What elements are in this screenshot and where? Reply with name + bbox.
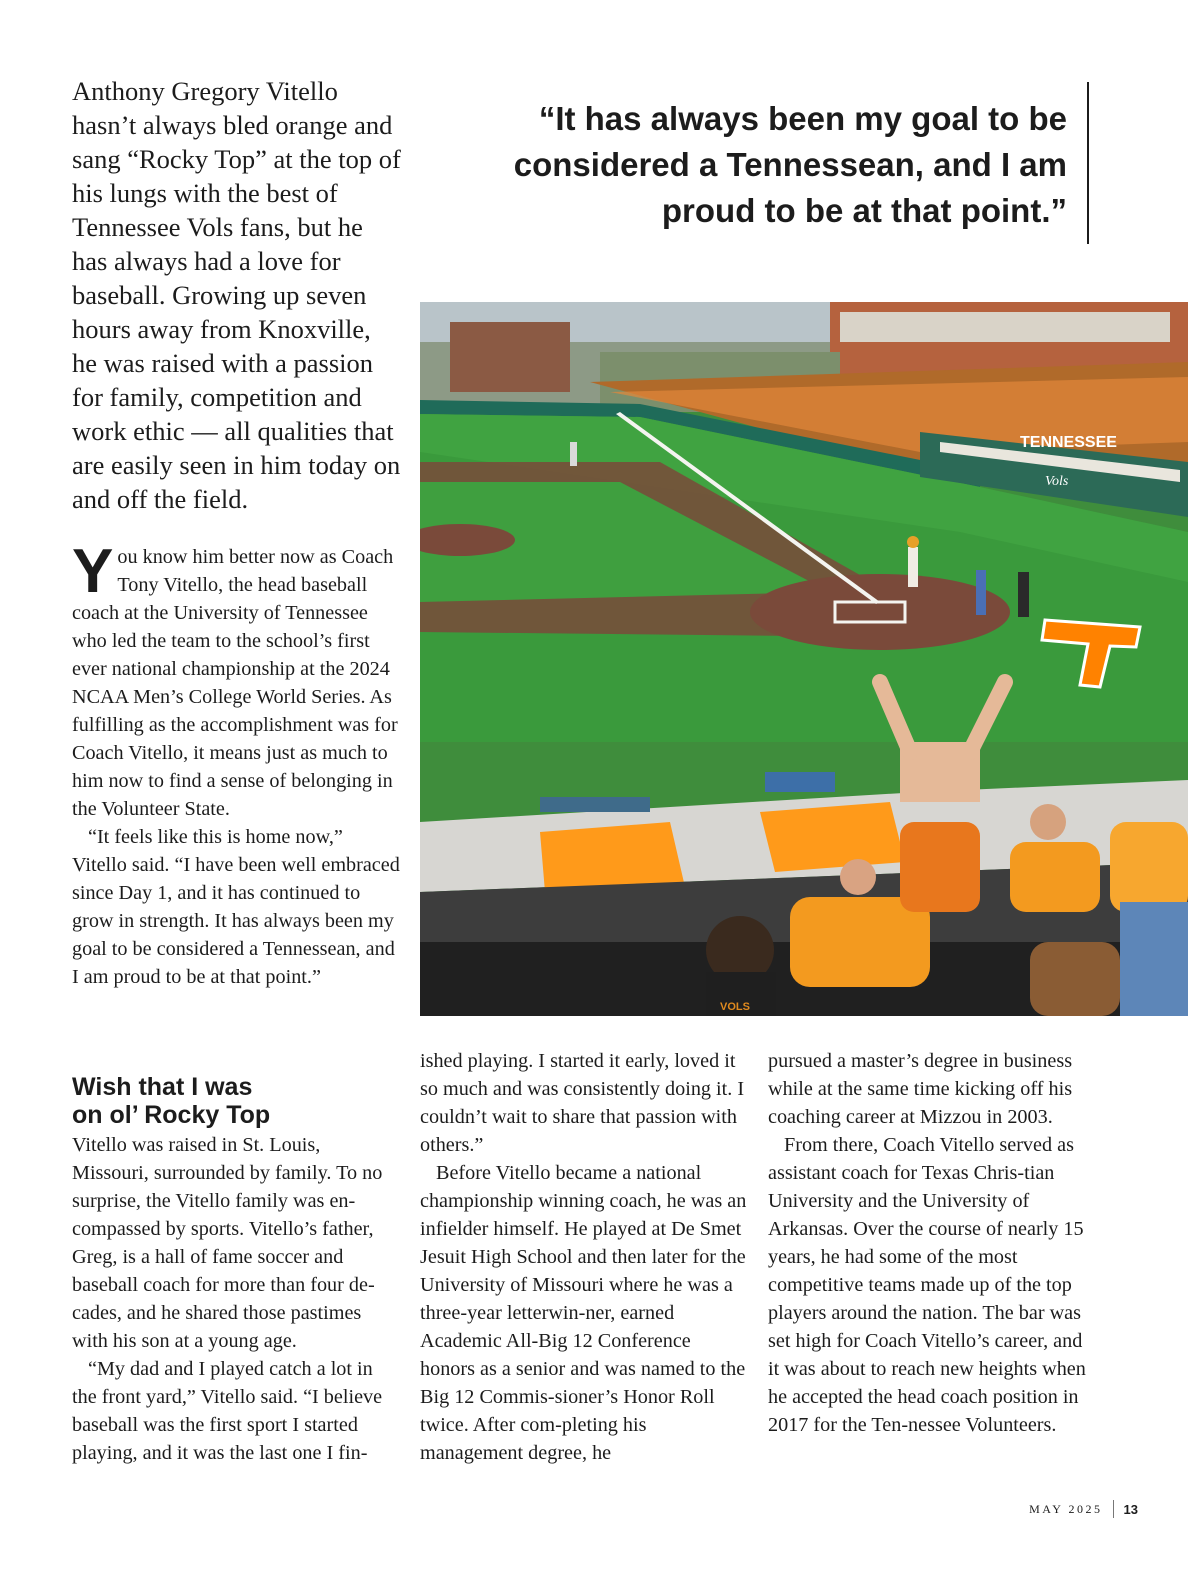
section-subhead [72, 1073, 402, 1129]
article-column-2 [420, 1047, 750, 1467]
footer-divider [1113, 1500, 1114, 1518]
article-paragraph: From there, Coach Vitello served as assistant coach for Texas Chris-tian University and the University of Arkansas. Over the course of nearly 15 years, he had some of the most competitive teams made up of the top players around the nation. The bar was set high for Coach Vitello’s career, and it was about to reach new heights when he accepted the head coach position in 2017 for the Ten-nessee Volunteers. [768, 1134, 1086, 1436]
article-paragraph: pursued a master’s degree in business while at the same time kicking off his coaching career at Mizzou in 2003. [768, 1050, 1073, 1128]
article-column-1-bottom [72, 1131, 402, 1467]
article-paragraph: “My dad and I played catch a lot in the front yard,” Vitello said. “I believe baseball was the first sport I started playing, and it was the last one I fin- [72, 1358, 383, 1464]
issue-date: MAY 2025 [1029, 1501, 1103, 1516]
tarp-text: Vols [1045, 474, 1069, 489]
article-paragraph: “It feels like this is home now,” Vitello said. “I have been well embraced since Day 1, and it has continued to grow in strength. It has always been my goal to be considered a Tennessean, and I am proud to be at that point.” [72, 826, 400, 988]
article-paragraph [72, 537, 402, 823]
article-column-3 [768, 1047, 1098, 1439]
article-paragraph: Before Vitello became a national championship winning coach, he was an infielder himself. He played at De Smet Jesuit High School and then later for the University of Missouri where he was a three-year letterwin-ner, earned Academic All-Big 12 Conference honors as a senior and was named to the Big 12 Commis-sioner’s Honor Roll twice. After com-pleting his management degree, he [420, 1162, 747, 1464]
stadium-photo [420, 302, 1188, 1016]
page-footer [1029, 1500, 1138, 1518]
intro-paragraph: Anthony Gregory Vitello hasn’t always bled orange and sang “Rocky Top” at the top of his lungs with the best of Tennessee Vols fans, but he has always had a love for baseball. Growing up seven hours away from Knoxville, he was raised with a passion for family, competition and work ethic — all qualities that are easily seen in him today on and off the field. [72, 76, 401, 514]
subhead-line-2: on ol’ Rocky Top [72, 1101, 271, 1129]
fan-hat-text: VOLS [720, 1001, 750, 1013]
pull-quote-rule [1087, 82, 1089, 244]
stadium-sign-text: TENNESSEE [1020, 434, 1117, 451]
article-paragraph: ished playing. I started it early, loved it so much and was consistently doing it. I couldn’t wait to share that passion with others.” [420, 1050, 745, 1156]
article-column-1-top [72, 537, 402, 991]
subhead-line-1: Wish that I was [72, 1073, 253, 1101]
article-paragraph: Vitello was raised in St. Louis, Missouri, surrounded by family. To no surprise, the Vitello family was en-compassed by sports. Vitello’s father, Greg, is a hall of fame soccer and baseball coach for more than four de-cades, and he shared those pastimes with his son at a young age. [72, 1134, 383, 1352]
page-number: 13 [1123, 1501, 1138, 1517]
drop-cap: Y [72, 537, 114, 606]
article-paragraph-text: ou know him better now as Coach Tony Vitello, the head baseball coach at the University of Tennessee who led the team to the school’s first ever national championship at the 2024 NCAA Men’s College World Series. As fulfilling as the accomplishment was for Coach Vitello, it means just as much to him now to find a sense of belonging in the Volunteer State. [72, 546, 398, 820]
pull-quote: “It has always been my goal to be considered a Tennessean, and I am proud to be at that point.” [513, 100, 1067, 229]
